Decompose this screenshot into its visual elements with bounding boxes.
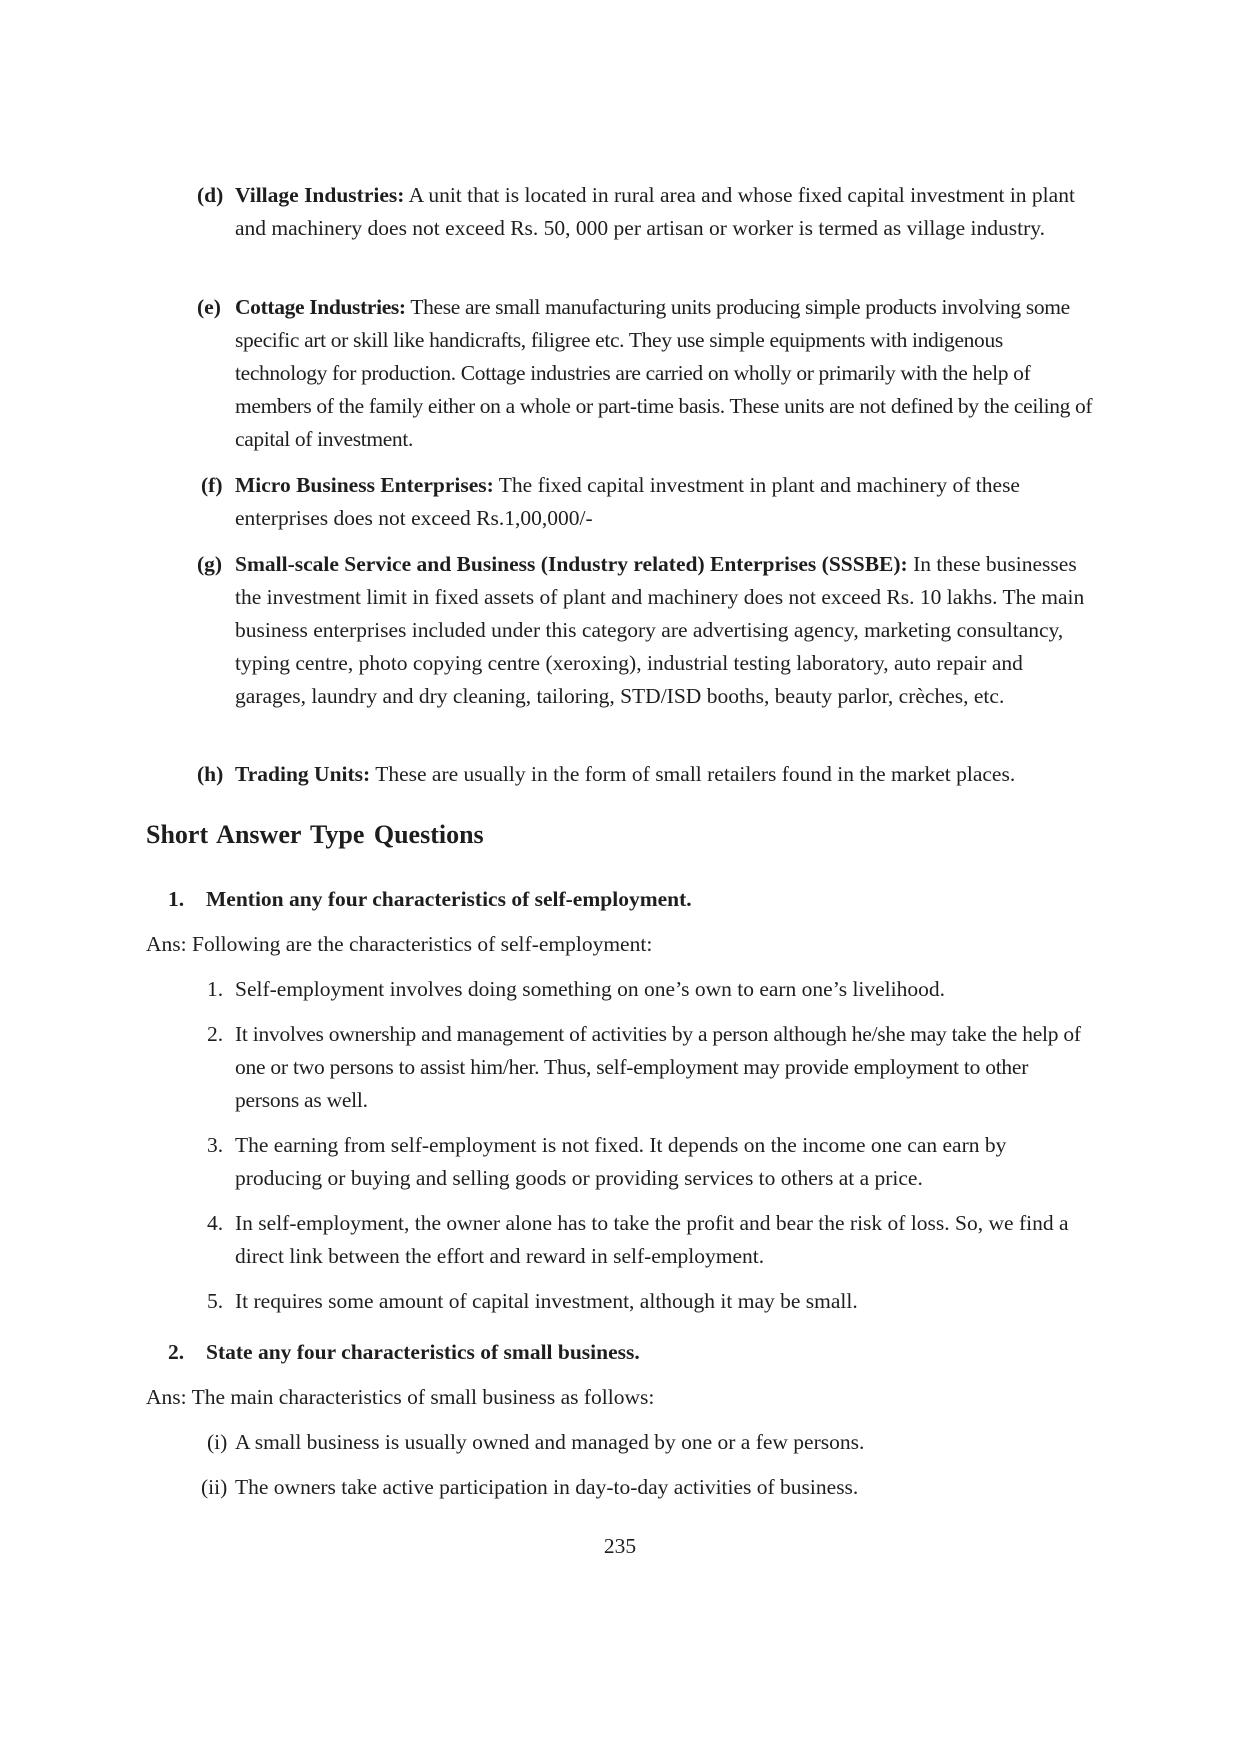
item-term: Trading Units: — [235, 762, 371, 786]
point-text: The earning from self-employment is not fixed. It depends on the income one can earn by producing or buying and selling goods or providing services to others at a price. — [235, 1133, 1007, 1190]
item-text: These are small manufacturing units producing simple products involving some specific art or skill like handicrafts, filigree etc. They use simple equipments with indigenous technology for production. Cottage industries are carried on wholly or primarily with the help of members of the family either on a whole or part-time basis. These units are not defined by the ceiling of capital of investment. — [235, 295, 1093, 451]
item-term: Micro Business Enterprises: — [235, 473, 494, 497]
item-text: These are usually in the form of small retailers found in the market places. — [370, 762, 1016, 786]
question-text: State any four characteristics of small business. — [206, 1340, 640, 1364]
point-number: 2. — [207, 1022, 224, 1046]
item-text: A unit that is located in rural area and whose fixed capital investment in plant and machinery does not exceed Rs. 50, 000 per artisan or worker is termed as village industry. — [235, 183, 1075, 240]
definition-item-e — [197, 291, 1097, 456]
question-number: 2. — [168, 1340, 185, 1364]
point-text: The owners take active participation in day-to-day activities of business. — [235, 1475, 859, 1499]
item-label: (e) — [197, 295, 221, 319]
point-text: In self-employment, the owner alone has to take the profit and bear the risk of loss. So, we find a direct link between the effort and reward in self-employment. — [235, 1211, 1069, 1268]
point-number: 1. — [207, 977, 224, 1001]
answer-point — [207, 1207, 1087, 1273]
answer-point — [201, 1426, 1091, 1459]
question-2 — [168, 1336, 1088, 1369]
item-label: (h) — [197, 762, 224, 786]
definition-item-d — [197, 179, 1097, 245]
answer-point — [201, 1471, 1091, 1504]
answer-point — [207, 973, 1087, 1006]
point-text: Self-employment involves doing something on one’s own to earn one’s livelihood. — [235, 977, 946, 1001]
question-number: 1. — [168, 887, 185, 911]
point-number: (ii) — [201, 1475, 228, 1499]
question-text: Mention any four characteristics of self-employment. — [206, 887, 692, 911]
answer-point — [207, 1129, 1087, 1195]
answer-intro-2: Ans: The main characteristics of small business as follows: — [146, 1385, 655, 1409]
point-text: A small business is usually owned and managed by one or a few persons. — [235, 1430, 865, 1454]
definition-item-h — [197, 758, 1097, 791]
point-number: 3. — [207, 1133, 224, 1157]
item-term: Small-scale Service and Business (Industry related) Enterprises (SSSBE): — [235, 552, 908, 576]
point-number: 5. — [207, 1289, 224, 1313]
page-number: 235 — [603, 1534, 637, 1558]
answer-intro-1: Ans: Following are the characteristics of self-employment: — [146, 932, 653, 956]
item-text: The fixed capital investment in plant and machinery of these enterprises does not exceed Rs.1,00,000/- — [235, 473, 1020, 530]
definition-item-f — [197, 469, 1097, 535]
point-text: It involves ownership and management of activities by a person although he/she may take the help of one or two persons to assist him/her. Thus, self-employment may provide employment to other persons as well. — [235, 1022, 1081, 1112]
answer-point — [207, 1285, 1087, 1318]
item-term: Village Industries: — [235, 183, 405, 207]
item-label: (g) — [197, 552, 223, 576]
item-label: (f) — [201, 473, 223, 497]
item-text: In these businesses the investment limit in fixed assets of plant and machinery does not exceed Rs. 10 lakhs. The main business enterprises included under this category are advertising agency, marketing consultancy, typing centre, photo copying centre (xeroxing), industrial testing laboratory, auto repair and garages, laundry and dry cleaning, tailoring, STD/ISD booths, beauty parlor, crèches, etc. — [235, 552, 1085, 708]
point-number: 4. — [207, 1211, 224, 1235]
question-1 — [168, 883, 1088, 916]
answer-point — [207, 1018, 1087, 1117]
item-label: (d) — [197, 183, 224, 207]
item-term: Cottage Industries: — [235, 295, 406, 319]
section-heading: Short Answer Type Questions — [146, 820, 484, 849]
point-number: (i) — [207, 1430, 228, 1454]
definition-item-g — [197, 548, 1097, 713]
point-text: It requires some amount of capital investment, although it may be small. — [235, 1289, 858, 1313]
